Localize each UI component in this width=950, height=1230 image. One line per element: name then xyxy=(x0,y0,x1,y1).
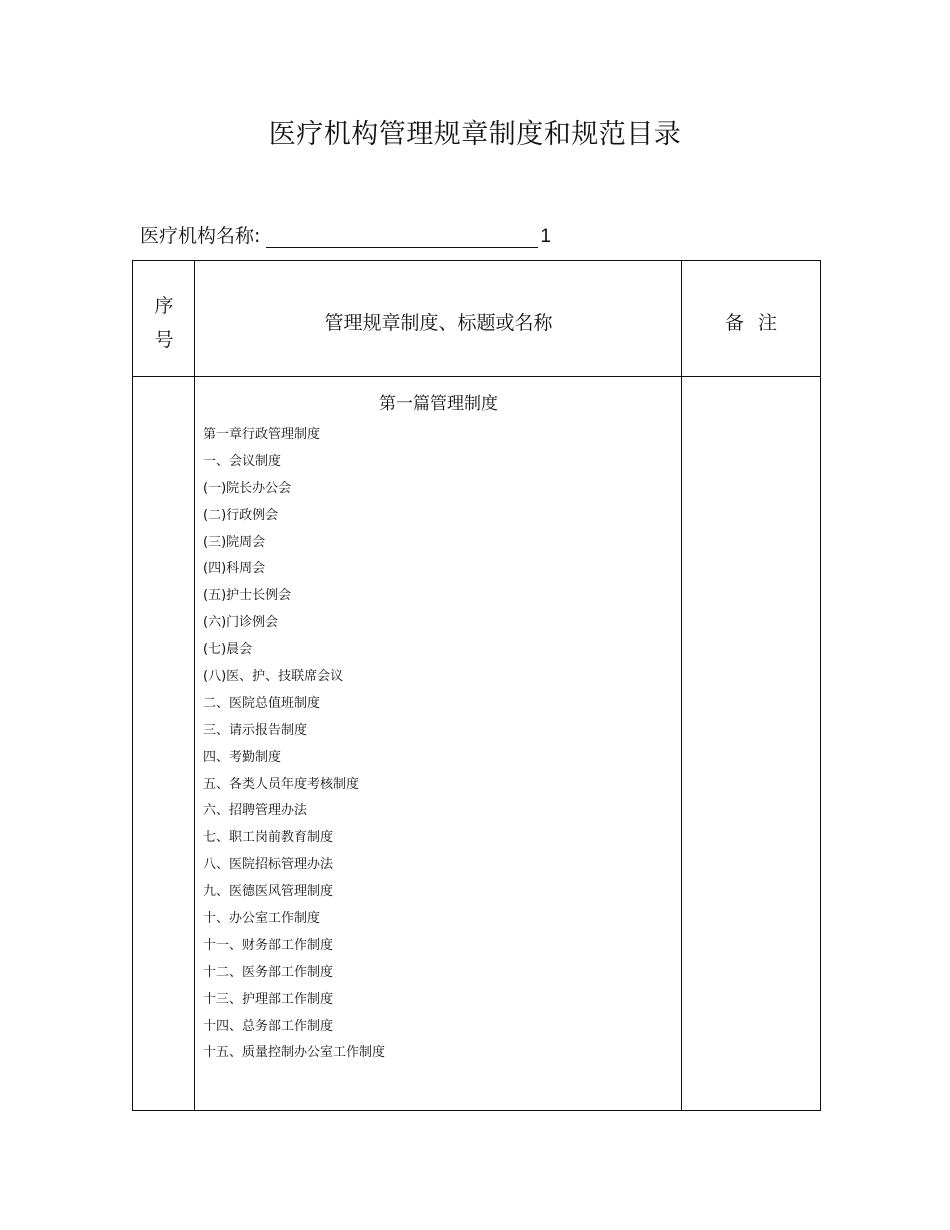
regulation-item: 十二、医务部工作制度 xyxy=(203,964,334,980)
organization-name-suffix: 1 xyxy=(540,226,551,247)
regulation-item: (八)医、护、技联席会议 xyxy=(203,669,344,685)
header-sequence-char-1: 序 xyxy=(154,295,174,317)
organization-name-line xyxy=(140,221,551,248)
regulation-item: (五)护士长例会 xyxy=(203,588,292,604)
regulation-item: 二、医院总值班制度 xyxy=(203,695,321,711)
catalog-table xyxy=(132,260,821,1111)
regulation-item: 四、考勤制度 xyxy=(203,749,282,765)
regulation-item: (一)院长办公会 xyxy=(203,480,292,496)
regulation-item: (六)门诊例会 xyxy=(203,615,279,631)
header-regulation-name: 管理规章制度、标题或名称 xyxy=(324,312,553,334)
regulation-item: 六、招聘管理办法 xyxy=(203,803,308,819)
regulation-item: 十五、质量控制办公室工作制度 xyxy=(203,1045,386,1061)
document-title: 医疗机构管理规章制度和规范目录 xyxy=(268,119,682,150)
organization-name-blank xyxy=(266,225,538,248)
regulation-item: 第一章行政管理制度 xyxy=(203,427,321,442)
regulation-item: (四)科周会 xyxy=(203,561,266,577)
regulation-item: 十一、财务部工作制度 xyxy=(203,937,334,953)
regulation-item: 三、请示报告制度 xyxy=(203,722,308,738)
header-sequence-char-2: 号 xyxy=(154,329,174,351)
regulation-item: (七)晨会 xyxy=(203,642,253,658)
header-sequence xyxy=(133,289,195,357)
regulation-item: (三)院周会 xyxy=(203,534,266,550)
regulation-item: 五、各类人员年度考核制度 xyxy=(203,776,360,792)
regulation-list xyxy=(203,422,385,1067)
regulation-item: 十三、护理部工作制度 xyxy=(203,991,334,1007)
regulation-item: 十、办公室工作制度 xyxy=(203,911,321,927)
part-title: 第一篇管理制度 xyxy=(379,394,498,414)
header-divider xyxy=(133,376,820,377)
regulation-item: 一、会议制度 xyxy=(203,453,282,469)
regulation-item: 九、医德医风管理制度 xyxy=(203,884,334,900)
organization-name-label: 医疗机构名称: xyxy=(140,225,261,247)
header-remarks: 备注 xyxy=(724,312,791,334)
regulation-item: 七、职工岗前教育制度 xyxy=(203,830,334,846)
regulation-item: (二)行政例会 xyxy=(203,507,279,523)
regulation-item: 八、医院招标管理办法 xyxy=(203,857,334,873)
regulation-item: 十四、总务部工作制度 xyxy=(203,1018,334,1034)
